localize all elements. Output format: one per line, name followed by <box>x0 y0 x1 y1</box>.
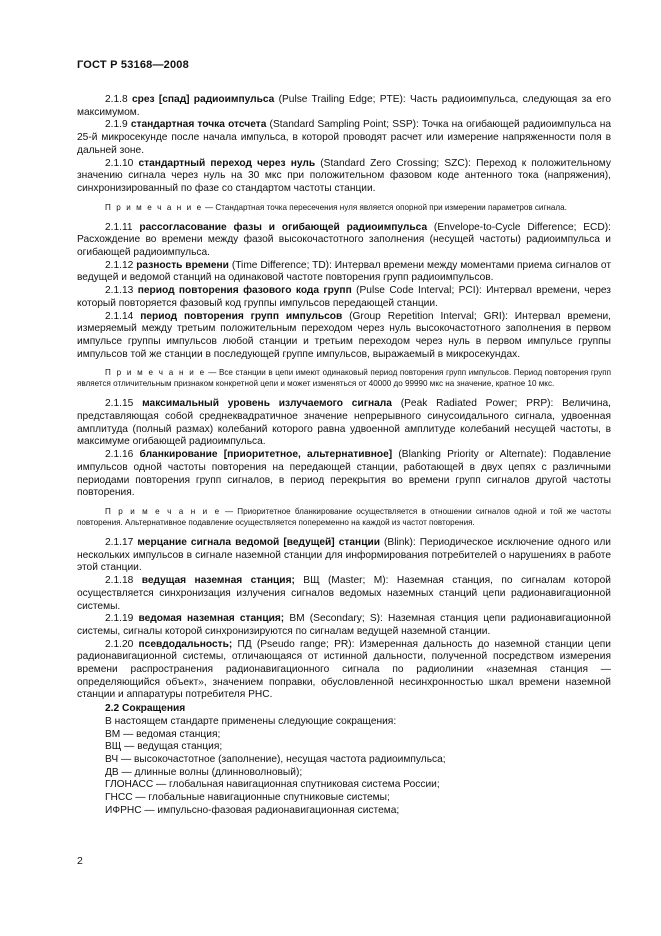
definition-2-1-16: 2.1.16 бланкирование [приоритетное, альтернативное] (Blanking Priority or Alternate): Подавление импульсов одной частоты повторения на передающей станции, работающей в двух цепях с различными периодами повторения групп сигналов, в период перекрытия во времени групп сигналов другой частоты повторения. <box>77 449 611 499</box>
page-number: 2 <box>77 855 83 867</box>
document-body <box>77 94 611 817</box>
definition-2-1-12: 2.1.12 разность времени (Time Difference; TD): Интервал времени между моментами приема сигналов от ведущей и ведомой станций на одинаковой частоте повторения групп радиоимпульсов. <box>77 259 611 284</box>
note-1: П р и м е ч а н и е — Стандартная точка пересечения нуля является опорной при измерении параметров сигнала. <box>105 202 567 212</box>
term: стандартная точка отсчета <box>130 119 267 131</box>
definition-2-1-18: 2.1.18 ведущая наземная станция; ВЩ (Master; M): Наземная станция, по сигналам которой осуществляется синхронизация излучения сигналов ведомых наземных станций цепи радионавигационной системы. <box>77 575 611 612</box>
definition-2-1-20: 2.1.20 псевдодальность; ПД (Pseudo range; PR): Измеренная дальность до наземной станции цепи радионавигационной системы, отличающаяся от истинной дальности, полученной посредством измерения времени распространения радионавигационного сигнала по радиолинии «наземная станция — определяющийся объект», значением поправки, обусловленной несинхронностью шкал времени наземной станции и аппаратуры потребителя РНС. <box>77 638 611 701</box>
term: мерцание сигнала ведомой [ведущей] станции <box>137 536 380 548</box>
section-intro: В настоящем стандарте применены следующие сокращения: <box>105 715 397 727</box>
abbreviation-item: ВЩ — ведущая станция; <box>105 741 223 753</box>
abbreviation-item: ГНСС — глобальные навигационные спутниковые системы; <box>105 792 390 804</box>
term: псевдодальность; <box>138 638 233 650</box>
definition-2-1-8: 2.1.8 срез [спад] радиоимпульса (Pulse Trailing Edge; PTE): Часть радиоимпульса, следующая за его максимумом. <box>77 94 611 118</box>
term: ведомая наземная станция; <box>138 613 285 625</box>
note-3: П р и м е ч а н и е — Приоритетное бланкирование осуществляется в отношении сигналов одной и той же частоты повторения. Альтернативное подавление осуществляется попеременно на каждой из частот повторения. <box>77 506 611 527</box>
note-2: П р и м е ч а н и е — Все станции в цепи имеют одинаковый период повторения групп импульсов. Период повторения групп является отличительным признаком конкретной цепи и может изменяться от 40000 до 99990 мкс на значение, кратное 10 мкс. <box>77 368 612 389</box>
definition-2-1-11: 2.1.11 рассогласование фазы и огибающей радиоимпульса (Envelope-to-Cycle Difference; ECD): Расхождение во времени между фазой высокочастотного заполнения (несущей частоты) радиоимпульса и огибающей радиоимпульса. <box>77 221 611 259</box>
abbreviation-item: ВМ — ведомая станция; <box>105 728 221 740</box>
definition-2-1-14: 2.1.14 период повторения групп импульсов (Group Repetition Interval; GRI): Интервал времени, измеряемый между третьим положительным переходом через нуль высокочастотного заполнения в первом импульсе группы импульсов любой станции и третьим переходом через нуль в первом импульсе группы импульсов той же станции в последующей группе импульсов, выражаемый в микросекундах. <box>77 310 611 360</box>
document-header: ГОСТ Р 53168—2008 <box>77 59 189 71</box>
term: рассогласование фазы и огибающей радиоимпульса <box>139 221 428 233</box>
definition-2-1-17: 2.1.17 мерцание сигнала ведомой [ведущей] станции (Blink): Периодическое исключение одного или нескольких импульсов в сигнале наземной станции для информирования потребителей о нарушениях в работе этой станции. <box>77 536 611 574</box>
term: ведущая наземная станция; <box>141 575 295 587</box>
abbreviation-item: ДВ — длинные волны (длинноволновый); <box>105 766 303 778</box>
definition-2-1-9: 2.1.9 стандартная точка отсчета (Standard Sampling Point; SSP): Точка на огибающей радиоимпульса на 25-й микросекунде после начала импульса, в которой проводят расчет или измерение напряженности поля в дальней зоне. <box>77 119 611 156</box>
term: разность времени <box>136 259 229 271</box>
definition-2-1-19: 2.1.19 ведомая наземная станция; ВМ (Secondary; S): Наземная станция цепи радионавигационной системы, сигналы которой синхронизируются по сигналам ведущей наземной станции. <box>77 613 611 637</box>
term: период повторения фазового кода групп <box>137 285 352 297</box>
term: срез [спад] радиоимпульса <box>131 94 275 105</box>
term: стандартный переход через нуль <box>138 157 316 169</box>
abbreviation-item: ГЛОНАСС — глобальная навигационная спутниковая система России; <box>105 779 440 791</box>
abbreviation-item: ВЧ — высокочастотное (заполнение), несущая частота радиоимпульса; <box>105 753 446 765</box>
term: максимальный уровень излучаемого сигнала <box>142 398 392 410</box>
term: бланкирование [приоритетное, альтернативное] <box>139 449 393 461</box>
abbreviation-item: ИФРНС — импульсно-фазовая радионавигационная система; <box>105 804 400 816</box>
definition-2-1-13: 2.1.13 период повторения фазового кода групп (Pulse Code Interval; PCI): Интервал времени, через который повторяется фазовый код группы импульсов передающей станции. <box>77 285 611 309</box>
term: период повторения групп импульсов <box>140 310 343 322</box>
section-title: 2.2 Сокращения <box>105 703 186 715</box>
definition-2-1-10: 2.1.10 стандартный переход через нуль (Standard Zero Crossing; SZC): Переход к положительному значению сигнала через нуль на 30 мкс при положительном фазовом коде антенного тока (напряжения), синхронизированный по фазе со стандартом частоты станции. <box>77 157 611 194</box>
definition-2-1-15: 2.1.15 максимальный уровень излучаемого сигнала (Peak Radiated Power; PRP): Величина, представляющая собой среднеквадратичное значение непрерывного синусоидального сигнала, удвоенная амплитуда (полный размах) колебаний которого равна удвоенной амплитуде колебаний несущей частоты, в максимуме огибающей радиоимпульса. <box>77 398 611 448</box>
